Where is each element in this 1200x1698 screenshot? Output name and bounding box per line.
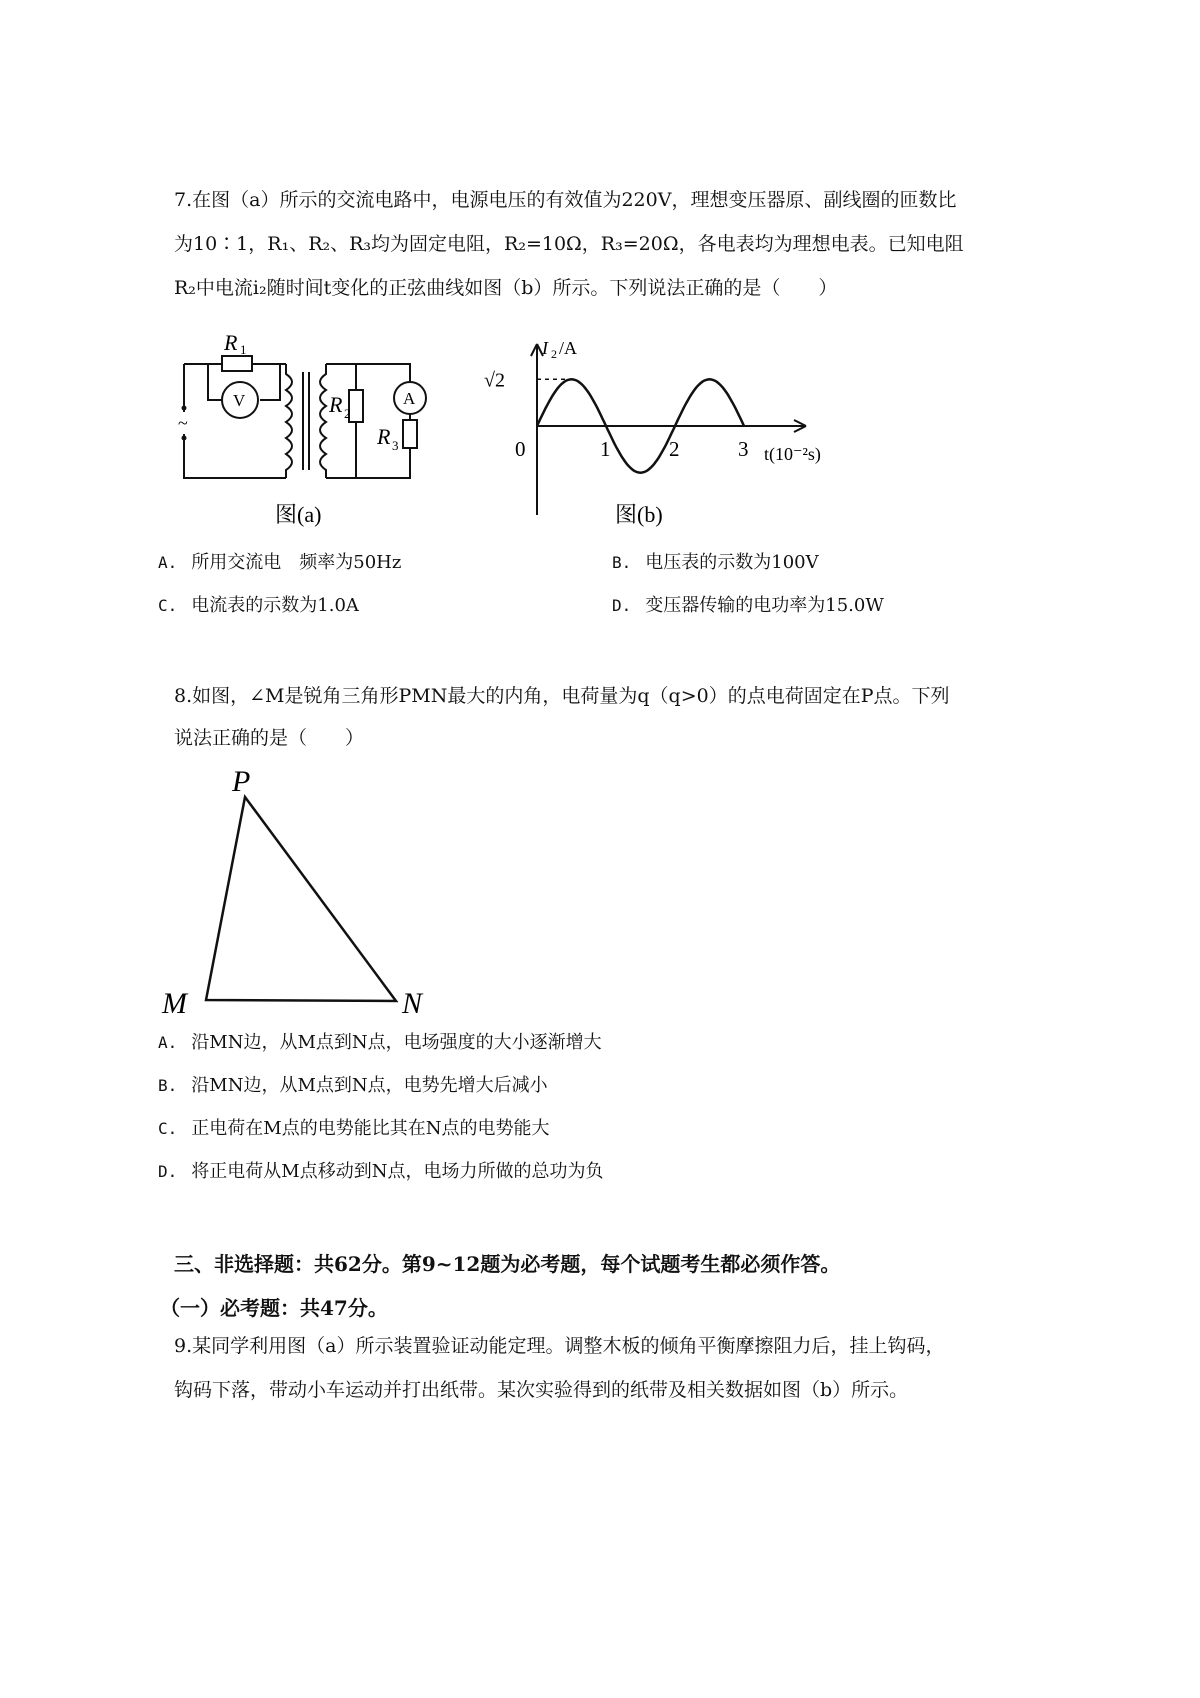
q7-option-a <box>158 550 401 576</box>
q7-line-1: 7.在图（a）所示的交流电路中，电源电压的有效值为220V，理想变压器原、副线圈的匝数比 <box>174 189 957 211</box>
option-key: B. <box>158 1076 178 1095</box>
chart-ylabel-unit: /A <box>559 338 577 358</box>
x-tick-label-3: 3 <box>738 437 749 461</box>
point-n-label: N <box>402 987 423 1020</box>
r3-sub: 3 <box>392 438 399 453</box>
r1-sub: 1 <box>240 342 247 357</box>
q8-line-1: 8.如图，∠M是锐角三角形PMN最大的内角，电荷量为q（q>0）的点电荷固定在P点。下列 <box>174 685 950 707</box>
r2-label: R <box>329 392 343 417</box>
q8-option-c <box>158 1116 549 1142</box>
triangle-pmn <box>206 797 396 1001</box>
option-text: 电压表的示数为100V <box>645 552 819 573</box>
q7-line-2: 为10∶1，R₁、R₂、R₃均为固定电阻，R₂=10Ω，R₃=20Ω，各电表均为理想电表。已知电阻 <box>174 233 964 255</box>
chart-ylabel: I <box>542 338 548 358</box>
option-text: 沿MN边，从M点到N点，电势先增大后减小 <box>191 1075 548 1096</box>
r2-sub: 2 <box>344 406 351 421</box>
q8-option-b <box>158 1073 548 1099</box>
q8-option-d <box>158 1159 603 1185</box>
option-text: 沿MN边，从M点到N点，电场强度的大小逐渐增大 <box>191 1032 602 1053</box>
option-key: C. <box>158 1119 178 1138</box>
q7-line-3: R₂中电流i₂随时间t变化的正弦曲线如图（b）所示。下列说法正确的是（ ） <box>174 277 838 299</box>
ammeter-label: A <box>403 389 416 408</box>
ac-source-icon: ~ <box>178 413 188 433</box>
chart-xlabel: t(10⁻²s) <box>764 444 821 464</box>
triangle-pmn-figure <box>150 755 450 1025</box>
q7-option-d <box>612 593 884 619</box>
option-key: A. <box>158 553 178 572</box>
option-key: B. <box>612 553 632 572</box>
section-three-heading: 三、非选择题：共62分。第9~12题为必考题，每个试题考生都必须作答。 <box>174 1252 841 1276</box>
current-sine-chart <box>484 330 860 540</box>
option-text: 变压器传输的电功率为15.0W <box>645 595 884 616</box>
r1-label: R <box>224 330 238 355</box>
q7-option-b <box>612 550 819 576</box>
chart-ylabel-sub: 2 <box>551 347 557 361</box>
voltmeter-label: V <box>233 391 246 410</box>
q8-option-a <box>158 1030 602 1056</box>
x-tick-label-2: 2 <box>669 437 680 461</box>
q8-line-2: 说法正确的是（ ） <box>174 727 365 749</box>
q7-option-c <box>158 593 359 619</box>
point-p-label: P <box>232 765 251 798</box>
option-key: D. <box>612 596 632 615</box>
figure-a-caption: 图(a) <box>275 502 322 527</box>
circuit-figure-a <box>170 330 470 540</box>
option-text: 正电荷在M点的电势能比其在N点的电势能大 <box>191 1118 550 1139</box>
q9-line-1: 9.某同学利用图（a）所示装置验证动能定理。调整木板的倾角平衡摩擦阻力后，挂上钩码， <box>174 1335 945 1357</box>
option-text: 所用交流电 频率为50Hz <box>191 552 402 573</box>
required-questions-subheading: （一）必考题：共47分。 <box>160 1296 388 1320</box>
peak-value-label: √2 <box>484 369 505 392</box>
r3-label: R <box>377 424 391 449</box>
figure-b-caption: 图(b) <box>615 502 663 527</box>
point-m-label: M <box>162 987 187 1020</box>
x-tick-label-0: 0 <box>515 437 526 461</box>
q9-line-2: 钩码下落，带动小车运动并打出纸带。某次实验得到的纸带及相关数据如图（b）所示。 <box>174 1379 909 1401</box>
option-text: 电流表的示数为1.0A <box>191 595 359 616</box>
option-key: C. <box>158 596 178 615</box>
option-text: 将正电荷从M点移动到N点，电场力所做的总功为负 <box>191 1161 604 1182</box>
option-key: A. <box>158 1033 178 1052</box>
option-key: D. <box>158 1162 178 1181</box>
x-tick-label-1: 1 <box>600 437 611 461</box>
